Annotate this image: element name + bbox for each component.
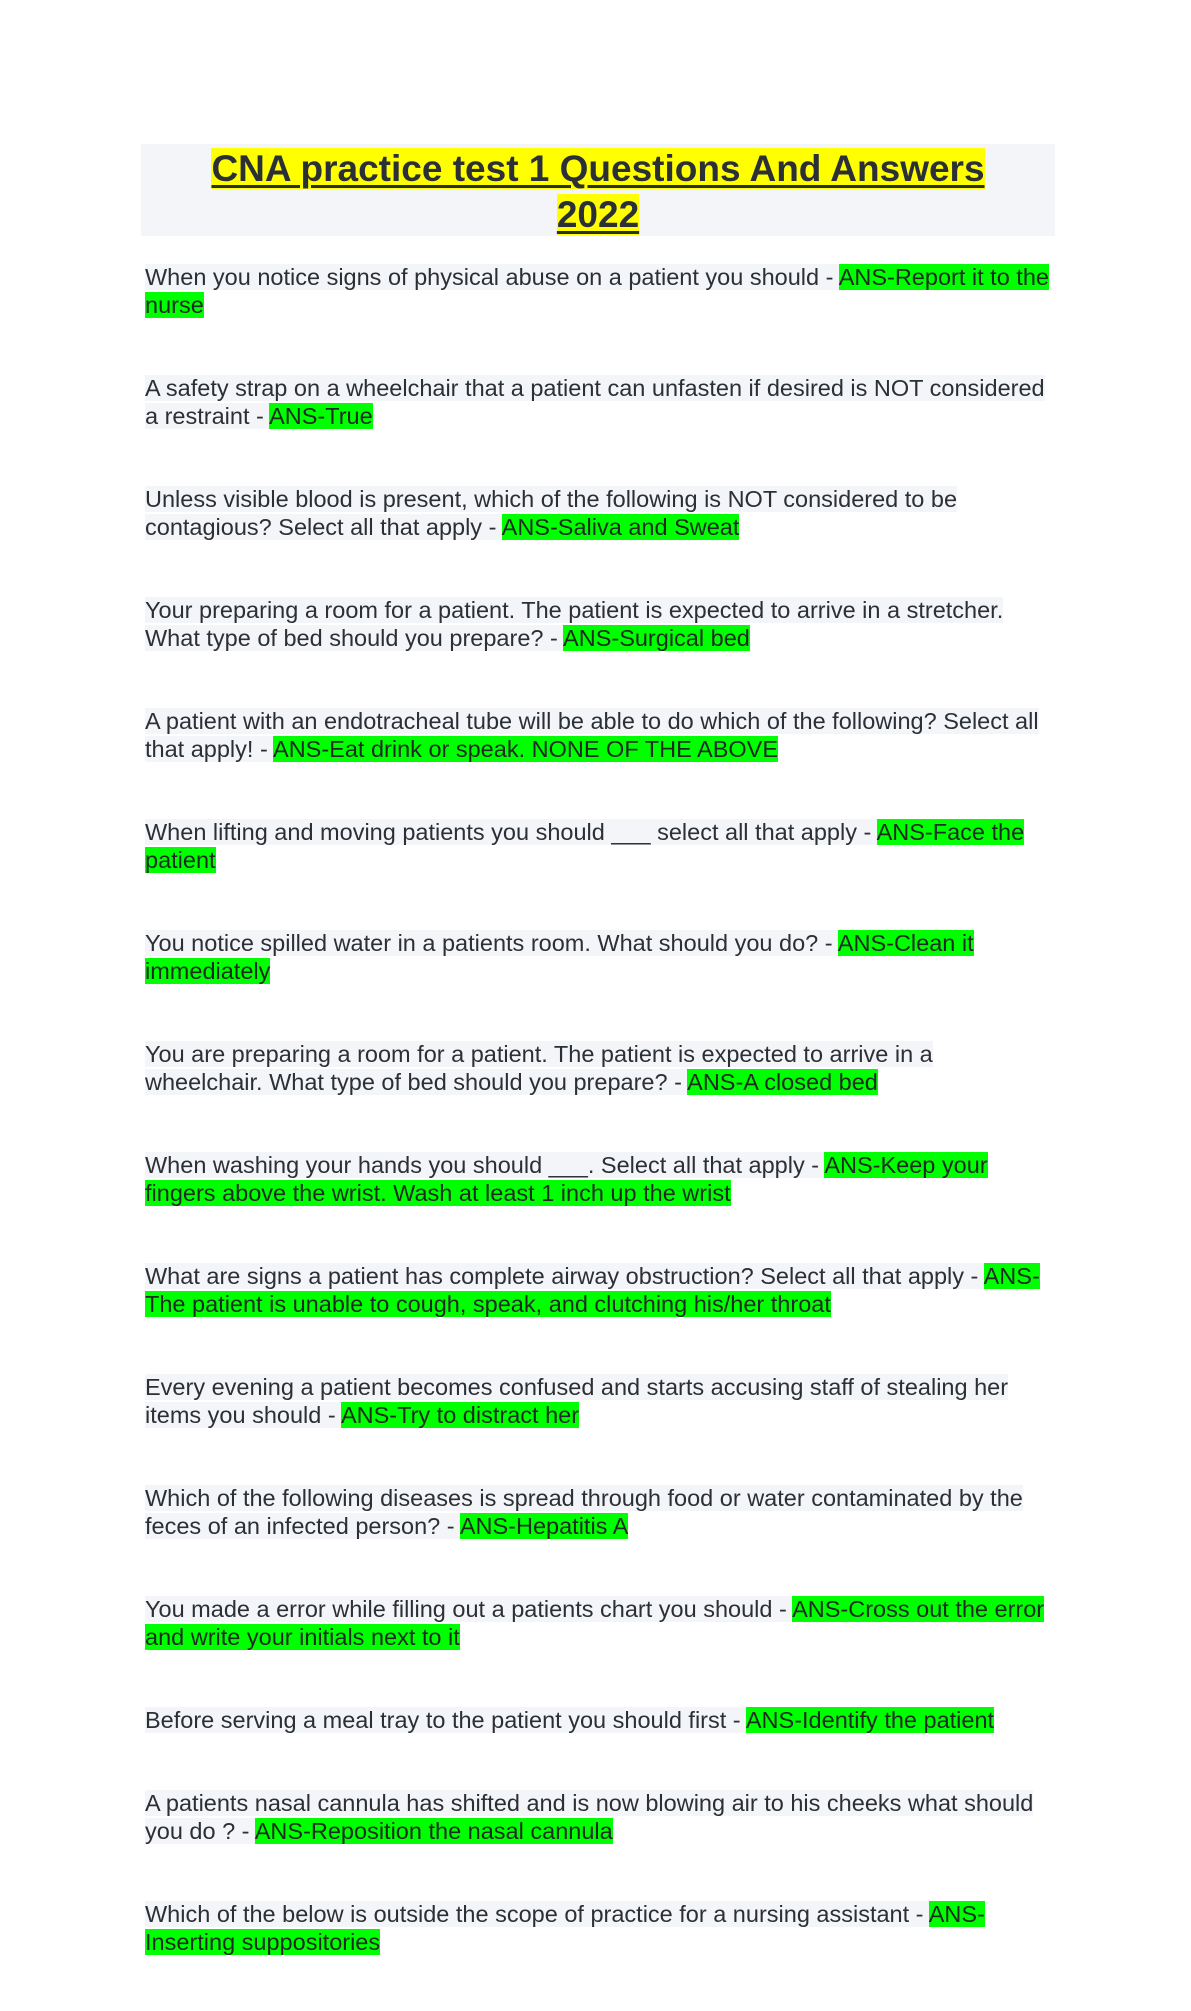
answer-highlight: ANS-True: [269, 403, 373, 429]
question-text: Which of the below is outside the scope of practice for a nursing assistant -: [145, 1901, 929, 1927]
answer-highlight: ANS-Try to distract her: [340, 1402, 580, 1428]
qa-item: [145, 596, 1055, 652]
qa-item: [145, 263, 1055, 319]
answer-highlight: ANS-Report it to the nurse: [145, 264, 1049, 318]
title-line-2: 2022: [556, 194, 640, 235]
answer-highlight: ANS-Eat drink or speak. NONE OF THE ABOVE: [273, 736, 779, 762]
question-text: When you notice signs of physical abuse on a patient you should -: [145, 264, 839, 290]
qa-item: [145, 1151, 1055, 1207]
answer-highlight: ANS-Hepatitis A: [459, 1513, 629, 1539]
qa-item: [145, 1789, 1055, 1845]
question-text: A safety strap on a wheelchair that a patient can unfasten if desired is NOT considered a restraint -: [145, 375, 1045, 429]
question-text: Your preparing a room for a patient. The patient is expected to arrive in a stretcher. What type of bed should you prepare? -: [145, 597, 1004, 651]
qa-item: [145, 1262, 1055, 1318]
answer-highlight: ANS-Clean it immediately: [145, 930, 974, 984]
title-line-1: CNA practice test 1 Questions And Answers: [211, 148, 985, 189]
answer-highlight: ANS-Saliva and Sweat: [501, 514, 740, 540]
answer-highlight: ANS-Face the patient: [145, 819, 1025, 873]
question-text: What are signs a patient has complete airway obstruction? Select all that apply -: [145, 1263, 984, 1289]
question-text: A patients nasal cannula has shifted and is now blowing air to his cheeks what should you do ? -: [145, 1790, 1034, 1844]
title-block: [141, 144, 1055, 236]
qa-item: [145, 485, 1055, 541]
answer-highlight: ANS-Keep your fingers above the wrist. Wash at least 1 inch up the wrist: [145, 1152, 988, 1206]
qa-item: [145, 374, 1055, 430]
question-text: A patient with an endotracheal tube will be able to do which of the following? Select all that apply! -: [145, 708, 1039, 762]
answer-highlight: ANS-Surgical bed: [563, 625, 750, 651]
question-text: You made a error while filling out a patients chart you should -: [145, 1596, 793, 1622]
answer-highlight: ANS-A closed bed: [687, 1069, 878, 1095]
question-text: You notice spilled water in a patients room. What should you do? -: [145, 930, 838, 956]
question-text: Before serving a meal tray to the patient you should first -: [145, 1707, 746, 1733]
qa-item: [145, 1040, 1055, 1096]
question-text: Every evening a patient becomes confused and starts accusing staff of stealing her items you should -: [145, 1374, 1009, 1428]
question-text: Unless visible blood is present, which of the following is NOT considered to be contagious? Select all that apply -: [145, 486, 958, 540]
question-text: Which of the following diseases is spread through food or water contaminated by the feces of an infected person? -: [145, 1485, 1023, 1539]
qa-item: [145, 1595, 1055, 1651]
question-text: When washing your hands you should ___. Select all that apply -: [145, 1152, 825, 1178]
answer-highlight: ANS-Cross out the error and write your initials next to it: [145, 1596, 1045, 1650]
question-text: You are preparing a room for a patient. The patient is expected to arrive in a wheelchair. What type of bed should you prepare? -: [145, 1041, 933, 1095]
qa-item: [145, 1706, 1055, 1734]
question-text: When lifting and moving patients you should ___ select all that apply -: [145, 819, 877, 845]
qa-item: [145, 818, 1055, 874]
answer-highlight: ANS-Reposition the nasal cannula: [254, 1818, 613, 1844]
document-title: [141, 144, 1055, 238]
answer-highlight: ANS-Inserting suppositories: [145, 1901, 985, 1955]
answer-highlight: ANS-Identify the patient: [745, 1707, 995, 1733]
qa-item: [145, 707, 1055, 763]
question-answer-list: [145, 263, 1055, 2011]
qa-item: [145, 1373, 1055, 1429]
qa-item: [145, 1900, 1055, 1956]
qa-item: [145, 1484, 1055, 1540]
answer-highlight: ANS-The patient is unable to cough, speak, and clutching his/her throat: [145, 1263, 1040, 1317]
qa-item: [145, 929, 1055, 985]
